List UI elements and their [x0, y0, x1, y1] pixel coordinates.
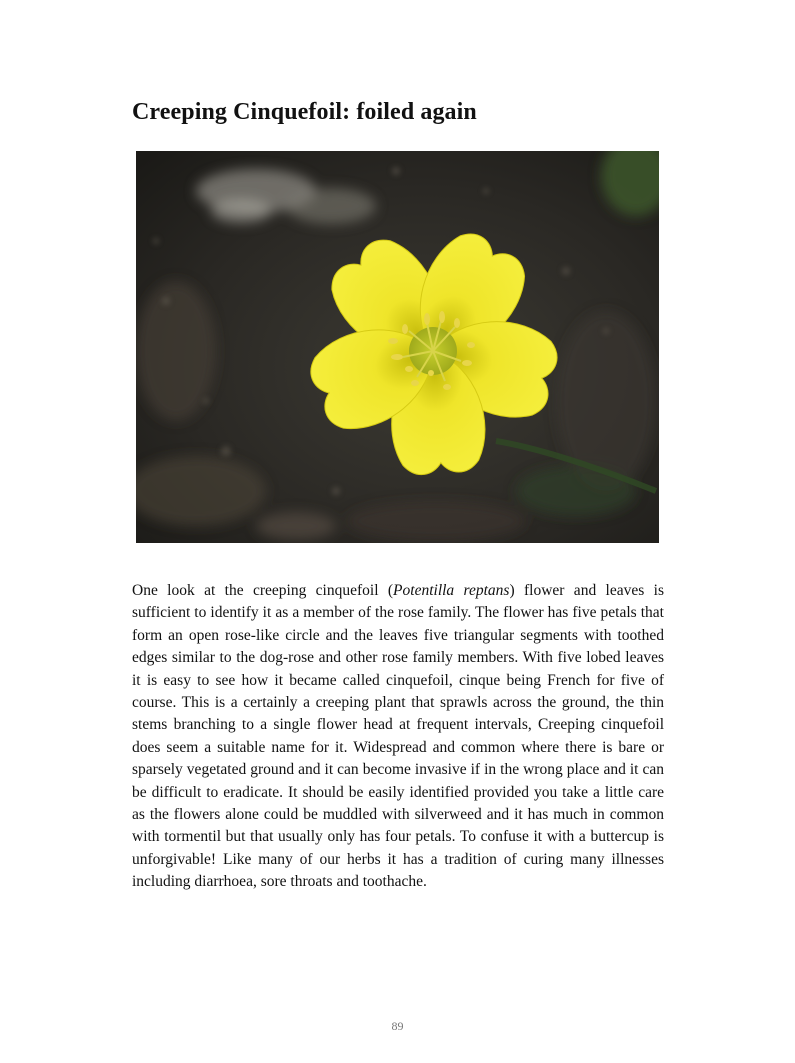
- page-title: Creeping Cinquefoil: foiled again: [132, 99, 477, 125]
- page-number: 89: [391, 1019, 404, 1033]
- body-text: ) flower and leaves is sufficient to identify it as a member of the rose family. The flower has five petals that form an open rose-like circle and the leaves five triangular segments with toothed edges similar to the dog-rose and other rose family members. With five lobed leaves it is easy to see how it became called cinquefoil, cinque being French for five of course. This is a certainly a creeping plant that sprawls across the ground, the thin stems branching to a single flower head at frequent intervals, Creeping cinquefoil does seem a suitable name for it. Widespread and common where there is bare or sparsely vegetated ground and it can become invasive if in the wrong place and it can be difficult to eradicate. It should be easily identified provided you take a little care as the flowers alone could be muddled with silverweed and it has much in common with tormentil but that usually only has four petals. To confuse it with a buttercup is unforgivable! Like many of our herbs it has a tradition of curing many illnesses including diarrhoea, sore throats and toothache.: [132, 582, 664, 891]
- species-name: Potentilla reptans: [393, 582, 510, 599]
- cinquefoil-flower-photo: [136, 151, 659, 543]
- body-lead: One look at the creeping cinquefoil (: [132, 582, 394, 599]
- article-body: [132, 580, 664, 894]
